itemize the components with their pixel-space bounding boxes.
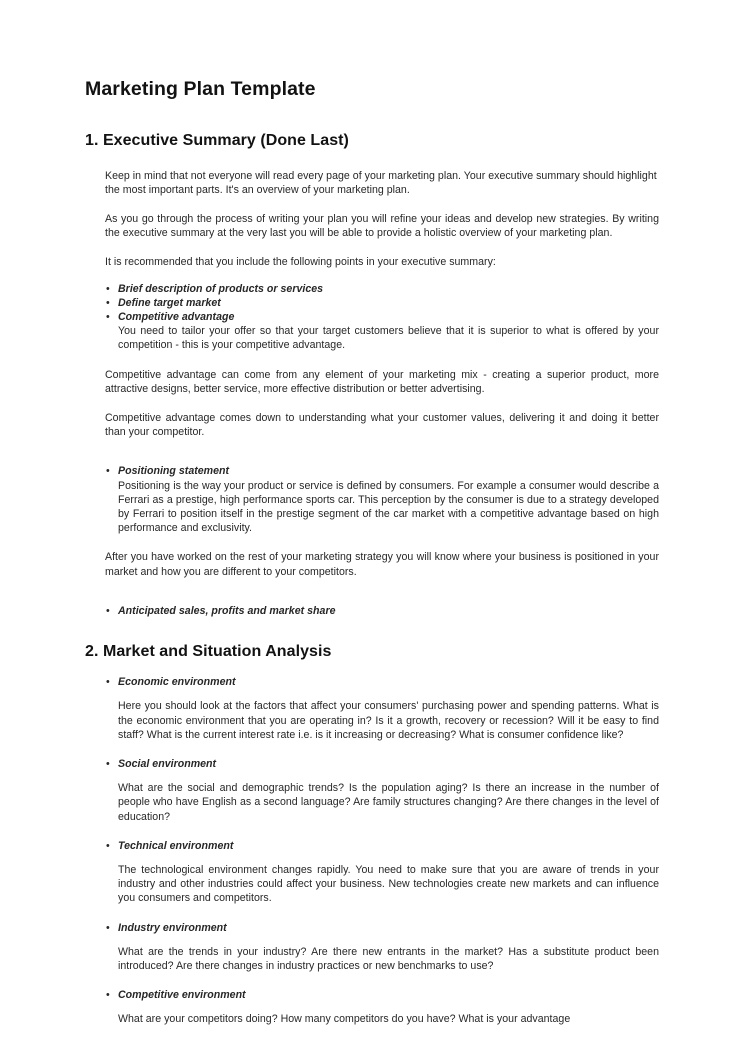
list-item xyxy=(105,604,659,618)
paragraph-economic-environment: Here you should look at the factors that affect your consumers' purchasing power and spending patterns. What is the economic environment that you are operating in? Is it a growth, recovery or recession? Will it be easy to find staff? What is the current interest rate i.e. is it increasing or decreasing? What is consumer confidence like? xyxy=(118,700,659,741)
paragraph-social-environment: What are the social and demographic trends? Is the population aging? Is there an increase in the number of people who have English as a second language? Are family structures changing? Are there changes in the level of education? xyxy=(118,782,659,823)
paragraph-intro-2: As you go through the process of writing your plan you will refine your ideas and develop new strategies. By writing the executive summary at the very last you will be able to provide a holistic overview of your marketing plan. xyxy=(105,212,659,240)
bullet-heading: Competitive environment xyxy=(118,989,246,1002)
bullet-dot-icon: • xyxy=(106,465,110,478)
bullet-heading: Competitive advantage xyxy=(118,311,235,323)
paragraph-competitive-advantage-2: Competitive advantage comes down to understanding what your customer values, delivering it and doing it better than your competitor. xyxy=(105,412,659,439)
section-heading-executive-summary: 1. Executive Summary (Done Last) xyxy=(85,132,349,150)
bullet-heading: Positioning statement xyxy=(118,465,230,478)
industry-environment-bullet xyxy=(85,921,659,935)
bullet-heading: Economic environment xyxy=(118,676,236,689)
paragraph-intro-3: It is recommended that you include the following points in your executive summary: xyxy=(105,256,496,269)
bullet-dot-icon: • xyxy=(106,296,110,309)
social-environment-bullet xyxy=(85,757,659,771)
positioning-bullet-list xyxy=(85,464,659,535)
section-heading-market-situation-analysis: 2. Market and Situation Analysis xyxy=(85,643,332,661)
bullet-dot-icon: • xyxy=(106,311,110,323)
bullet-body-text: Positioning is the way your product or service is defined by consumers. For example a consumer would describe a Ferrari as a prestige, high performance sports car. This perception by the consumer is due to a strategy developed by Ferrari to position itself in the prestige segment of the car market with a competitive advantage based on high performance and exclusivity. xyxy=(118,479,659,535)
anticipated-sales-bullet-list xyxy=(85,604,659,618)
list-item xyxy=(105,464,659,535)
executive-summary-bullet-list xyxy=(85,282,659,353)
bullet-heading: Anticipated sales, profits and market share xyxy=(118,604,336,617)
competitive-environment-bullet xyxy=(85,988,659,1002)
list-item xyxy=(105,839,659,853)
paragraph-industry-environment: What are the trends in your industry? Are there new entrants in the market? Has a substitute product been introduced? Are there changes in industry practices or new benchmarks to use? xyxy=(118,945,659,973)
bullet-heading: Define target market xyxy=(118,296,221,309)
bullet-dot-icon: • xyxy=(106,989,110,1002)
page-title: Marketing Plan Template xyxy=(85,78,316,100)
list-item xyxy=(105,675,659,689)
technical-environment-bullet xyxy=(85,839,659,853)
paragraph-technical-environment: The technological environment changes rapidly. You need to make sure that you are aware of trends in your industry and other industries could affect your business. New technologies create new markets and can influence you consumers and competitors. xyxy=(118,864,659,905)
paragraph-intro-1: Keep in mind that not everyone will read every page of your marketing plan. Your executive summary should highlight the most important parts. It's an overview of your marketing plan. xyxy=(105,169,657,196)
list-item xyxy=(105,921,659,935)
list-item xyxy=(105,282,659,296)
bullet-heading: Technical environment xyxy=(118,839,234,852)
list-item xyxy=(105,757,659,771)
bullet-heading: Social environment xyxy=(118,758,217,771)
market-analysis-bullet-list xyxy=(85,675,659,689)
bullet-dot-icon: • xyxy=(106,921,110,934)
bullet-heading: Industry environment xyxy=(118,921,227,934)
bullet-dot-icon: • xyxy=(106,839,110,852)
bullet-dot-icon: • xyxy=(106,282,110,295)
bullet-dot-icon: • xyxy=(106,604,110,617)
list-item xyxy=(105,296,659,310)
bullet-body-text: You need to tailor your offer so that your target customers believe that it is superior to what is offered by your competition - this is your competitive advantage. xyxy=(118,325,659,352)
bullet-heading: Brief description of products or services xyxy=(118,282,324,295)
bullet-dot-icon: • xyxy=(106,676,110,689)
document-content xyxy=(85,78,659,1027)
list-item xyxy=(105,310,659,353)
paragraph-competitive-environment: What are your competitors doing? How many competitors do you have? What is your advantage xyxy=(118,1013,571,1026)
list-item xyxy=(105,988,659,1002)
paragraph-competitive-advantage-1: Competitive advantage can come from any element of your marketing mix - creating a superior product, more attractive designs, better service, more effective distribution or better advertising. xyxy=(105,368,659,395)
paragraph-positioning-followup: After you have worked on the rest of your marketing strategy you will know where your business is positioned in your market and how you are different to your competitors. xyxy=(105,551,659,578)
bullet-dot-icon: • xyxy=(106,758,110,771)
